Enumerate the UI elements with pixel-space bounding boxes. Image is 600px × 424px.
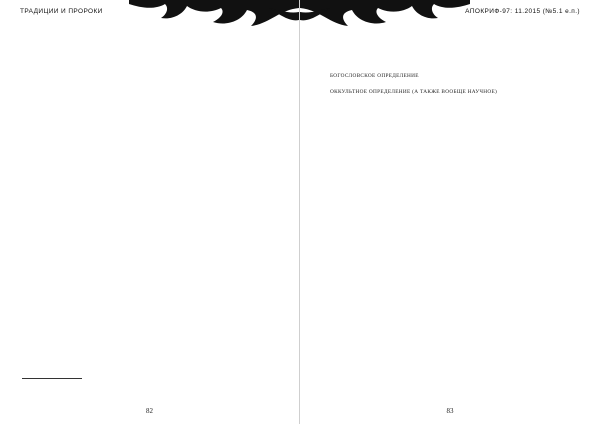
paragraph — [22, 80, 277, 87]
footnote — [22, 381, 277, 386]
right-page — [300, 0, 600, 424]
tribal-ornament-icon — [300, 0, 470, 28]
paragraph — [322, 80, 578, 87]
paragraph — [322, 64, 578, 71]
paragraph — [22, 40, 277, 47]
paragraph — [22, 72, 277, 79]
paragraph — [322, 129, 578, 136]
section-heading: ОККУЛЬТНОЕ ОПРЕДЕЛЕНИЕ (А ТАКЖЕ ВООБЩЕ НАУЧНОЕ) — [330, 89, 498, 96]
running-header: АПОКРИФ-97: 11.2015 (№5.1 е.п.) — [465, 8, 580, 15]
section-heading: БОГОСЛОВСКОЕ ОПРЕДЕЛЕНИЕ — [330, 72, 419, 79]
paragraph — [322, 48, 578, 55]
page-number: 83 — [446, 407, 454, 415]
right-page-body — [322, 40, 578, 137]
running-header: ТРАДИЦИИ И ПРОРОКИ — [20, 8, 103, 15]
paragraph — [322, 40, 578, 47]
footnote-divider — [22, 378, 82, 379]
footnotes — [22, 381, 277, 393]
page-number: 82 — [146, 407, 153, 415]
paragraph — [322, 105, 578, 112]
paragraph — [22, 97, 277, 104]
paragraph — [22, 56, 277, 63]
paragraph — [322, 97, 578, 104]
paragraph — [322, 121, 578, 128]
footnote — [22, 387, 277, 392]
paragraph — [322, 113, 578, 120]
paragraph — [22, 89, 277, 96]
tribal-ornament-icon — [129, 0, 299, 28]
left-page-body — [22, 40, 277, 105]
paragraph — [322, 56, 578, 63]
paragraph — [22, 64, 277, 71]
paragraph — [22, 48, 277, 55]
